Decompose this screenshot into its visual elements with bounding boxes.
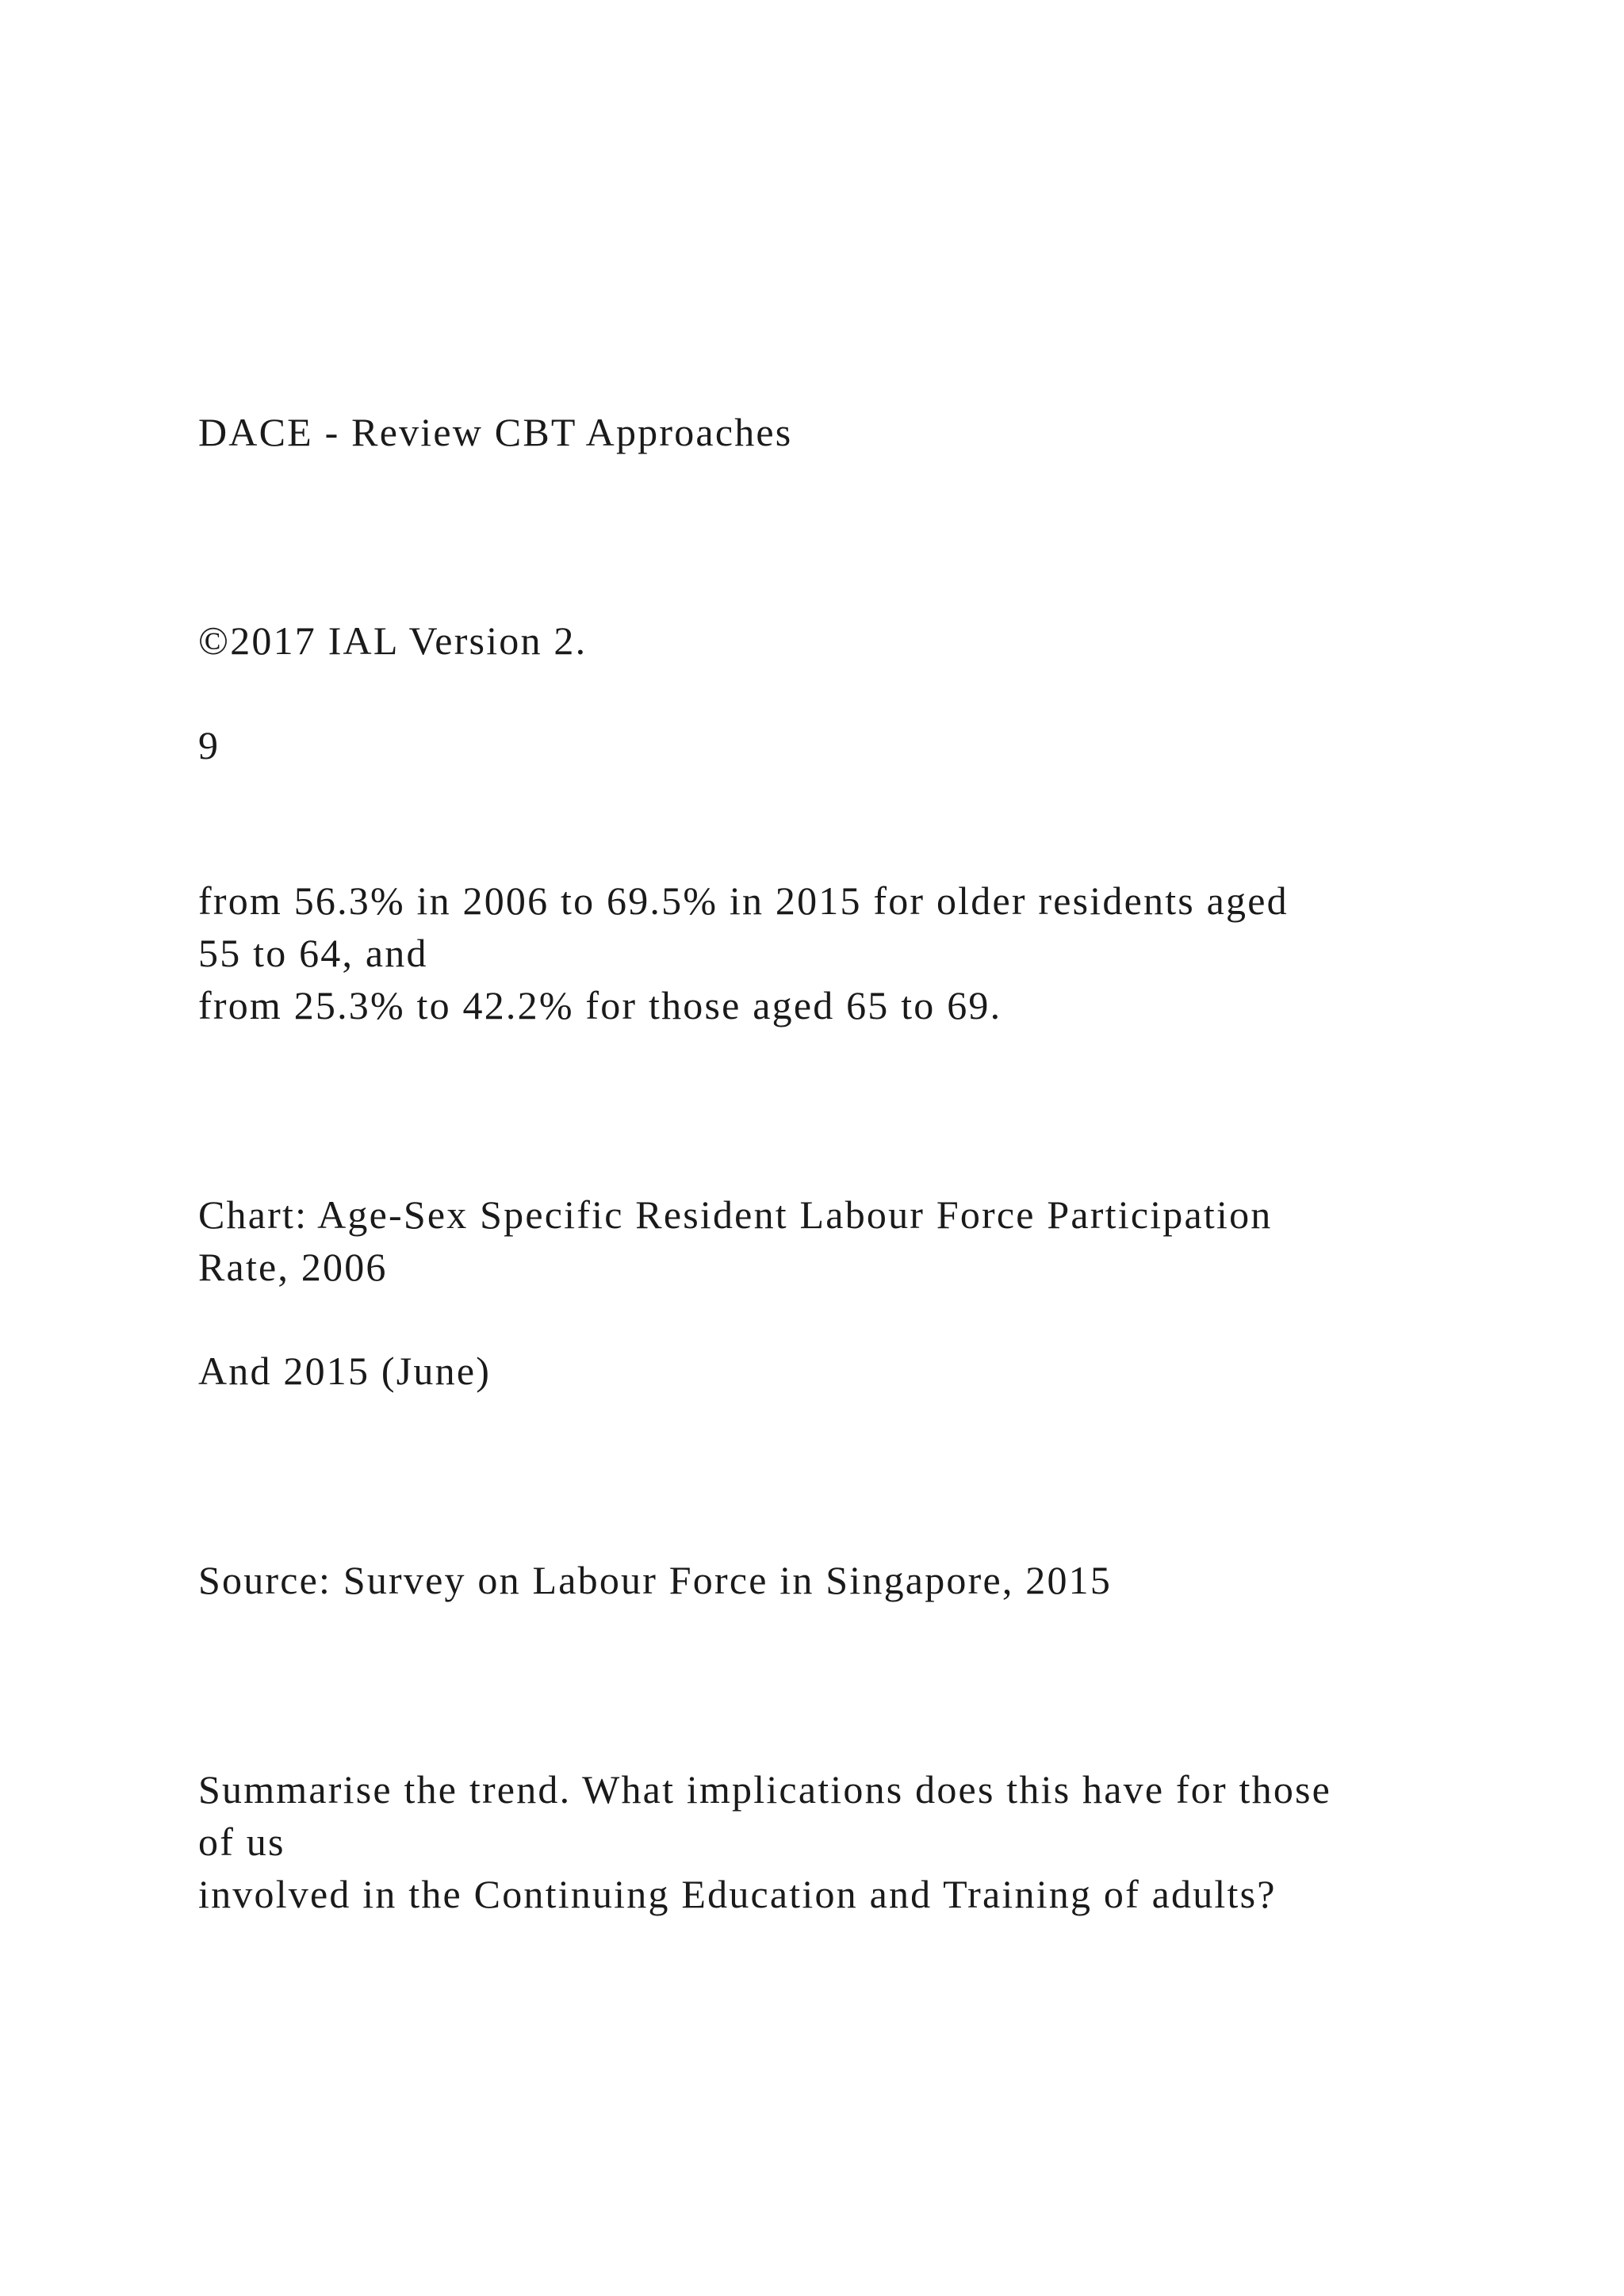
copyright-notice: ©2017 IAL Version 2. [198,618,588,663]
page-number: 9 [198,723,220,767]
paragraph-line: from 25.3% to 42.2% for those aged 65 to 69. [198,983,1002,1027]
question-line: of us [198,1820,285,1864]
chart-caption-continuation: And 2015 (June) [198,1349,492,1393]
question-line: Summarise the trend. What implications does this have for those [198,1767,1332,1812]
source-citation: Source: Survey on Labour Force in Singapore, 2015 [198,1558,1113,1602]
paragraph-line: 55 to 64, and [198,931,428,975]
chart-caption-line: Chart: Age-Sex Specific Resident Labour Force Participation [198,1192,1273,1237]
question-line: involved in the Continuing Education and Training of adults? [198,1872,1277,1916]
paragraph-line: from 56.3% in 2006 to 69.5% in 2015 for older residents aged [198,878,1289,923]
chart-caption-line: Rate, 2006 [198,1245,388,1289]
document-header: DACE - Review CBT Approaches [198,410,793,454]
